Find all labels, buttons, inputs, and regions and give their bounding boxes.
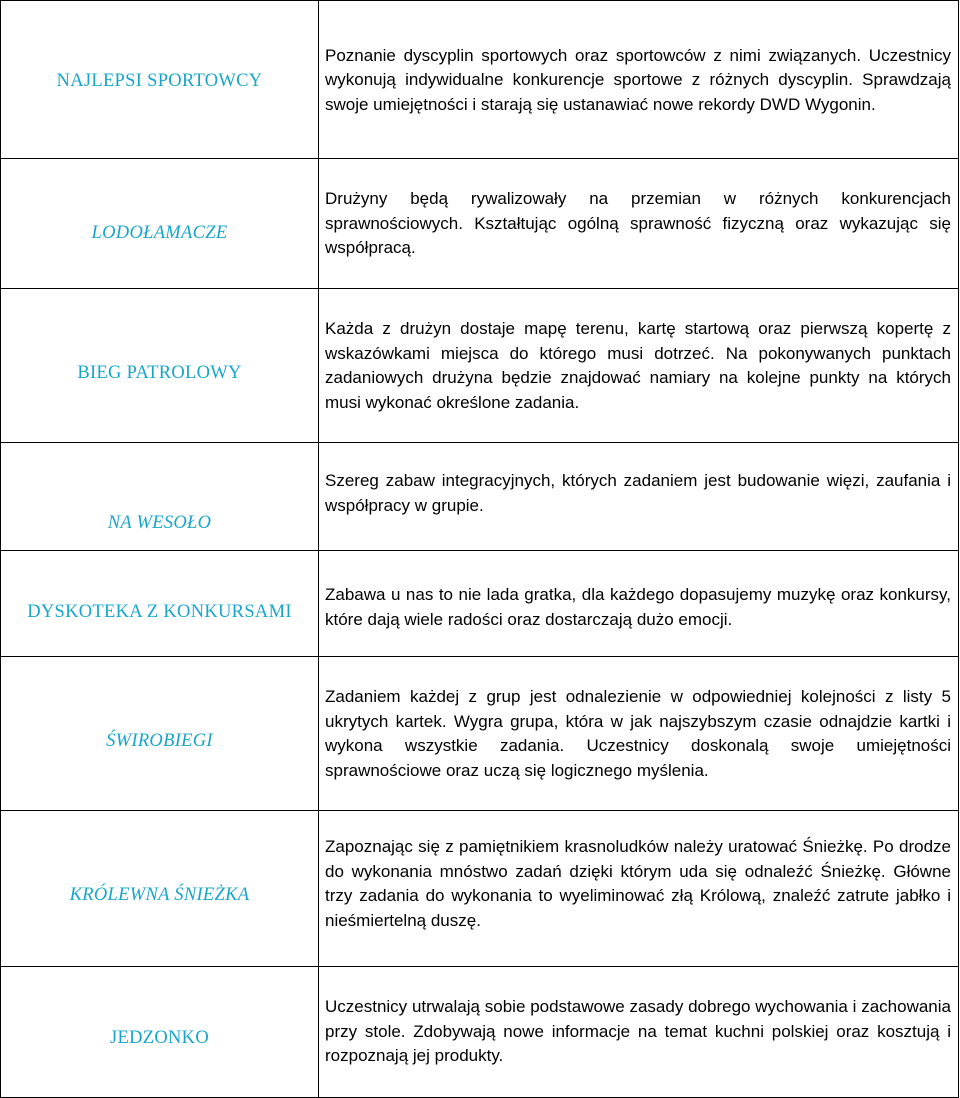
- activity-description-cell: [319, 159, 959, 289]
- activity-description: Zabawa u nas to nie lada gratka, dla każdego dopasujemy muzykę oraz konkursy, które dają wiele radości oraz dostarczają dużo emocji.: [325, 585, 951, 629]
- activity-name: DYSKOTEKA Z KONKURSAMI: [27, 602, 292, 622]
- activity-name-cell: [1, 289, 319, 443]
- activity-description: Poznanie dyscyplin sportowych oraz sportowców z nimi związanych. Uczestnicy wykonują indywidualne konkurencje sportowe z różnych dyscyplin. Sprawdzają swoje umiejętności i starają się ustanawiać nowe rekordy DWD Wygonin.: [325, 45, 951, 114]
- activity-name-cell: [1, 1, 319, 159]
- activity-name: NA WESOŁO: [107, 513, 212, 533]
- activity-description: Uczestnicy utrwalają sobie podstawowe zasady dobrego wychowania i zachowania przy stole. Zdobywają nowe informacje na temat kuchni polskiej oraz kosztują i rozpoznają jej produkty.: [325, 997, 951, 1065]
- table-row: [1, 1, 959, 159]
- activity-name: KRÓLEWNA ŚNIEŻKA: [69, 885, 250, 905]
- activity-description: Zadaniem każdej z grup jest odnalezienie w odpowiedniej kolejności z listy 5 ukrytych kartek. Wygra grupa, która w jak najszybszym czasie odnajdzie kartki i wykona wszystkie zadania. Uczestnicy doskonalą swoje umiejętności sprawnościowe oraz uczą się logicznego myślenia.: [325, 687, 951, 780]
- activity-name-cell: [1, 657, 319, 811]
- activity-description-cell: [319, 1, 959, 159]
- activity-description-cell: [319, 289, 959, 443]
- table-row: [1, 443, 959, 551]
- activity-description: Drużyny będą rywalizowały na przemian w różnych konkurencjach sprawnościowych. Kształtując ogólną sprawność fizyczną oraz wykazując się współpracą.: [325, 189, 951, 257]
- activity-description: Szereg zabaw integracyjnych, których zadaniem jest budowanie więzi, zaufania i współpracy w grupie.: [325, 471, 951, 515]
- activity-name-cell: [1, 551, 319, 657]
- table-row: [1, 551, 959, 657]
- table-row: [1, 657, 959, 811]
- table-row: [1, 289, 959, 443]
- activity-description-cell: [319, 657, 959, 811]
- activity-name-cell: [1, 443, 319, 551]
- table-row: [1, 811, 959, 967]
- activity-name-cell: [1, 811, 319, 967]
- activity-description: Zapoznając się z pamiętnikiem krasnoludków należy uratować Śnieżkę. Po drodze do wykonania mnóstwo zadań dzięki którym uda się odnaleźć Śnieżkę. Główne trzy zadania do wykonania to wyeliminować złą Królową, znaleźć zatrute jabłko i nieśmiertelną duszę.: [325, 837, 951, 930]
- table-row: [1, 967, 959, 1098]
- activity-name: NAJLEPSI SPORTOWCY: [56, 71, 263, 91]
- activity-description-cell: [319, 443, 959, 551]
- activity-description: Każda z drużyn dostaje mapę terenu, kartę startową oraz pierwszą kopertę z wskazówkami miejsca do którego musi dotrzeć. Na pokonywanych punktach zadaniowych drużyna będzie znajdować namiary na kolejne punkty na których musi wykonać określone zadania.: [325, 319, 951, 412]
- activity-description-cell: [319, 967, 959, 1098]
- activity-name-cell: [1, 159, 319, 289]
- activity-description-cell: [319, 551, 959, 657]
- activity-name: LODOŁAMACZE: [91, 223, 228, 243]
- activity-name: BIEG PATROLOWY: [77, 363, 242, 383]
- activity-name-cell: [1, 967, 319, 1098]
- activity-name: ŚWIROBIEGI: [106, 731, 213, 751]
- table-row: [1, 159, 959, 289]
- activity-description-cell: [319, 811, 959, 967]
- activity-name: JEDZONKO: [109, 1027, 209, 1048]
